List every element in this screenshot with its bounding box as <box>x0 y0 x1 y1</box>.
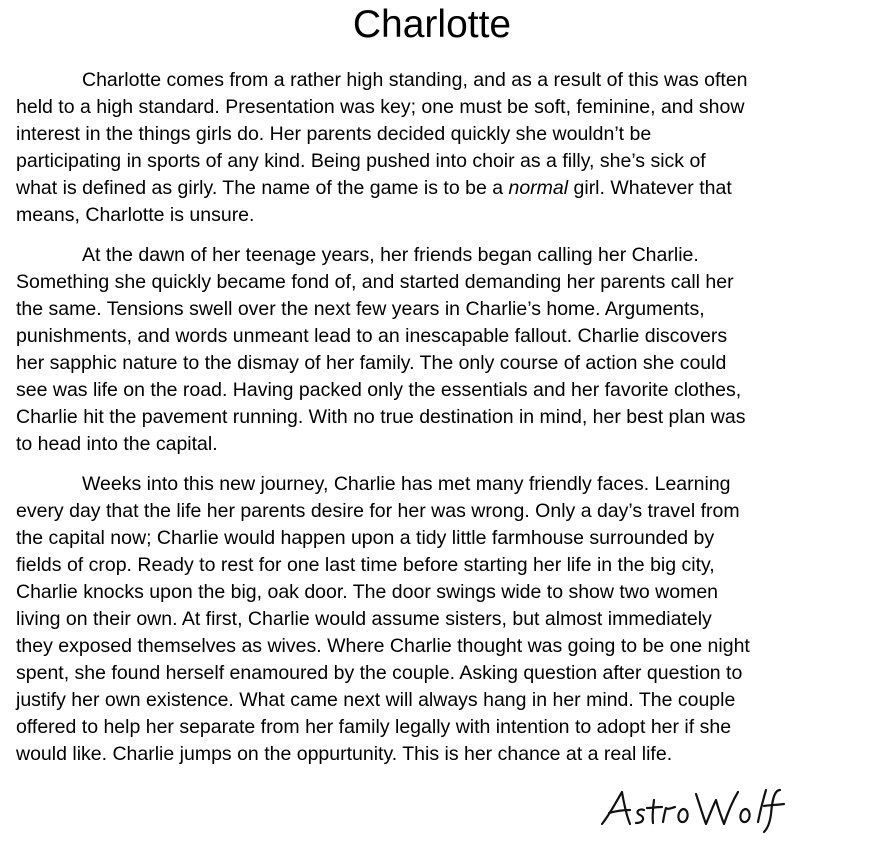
text-line: would like. Charlie jumps on the oppurtunity. This is her chance at a real life. <box>16 743 673 765</box>
paragraph-1 <box>16 67 856 229</box>
text-line: Weeks into this new journey, Charlie has met many friendly faces. Learning <box>82 473 731 495</box>
text-line: Charlie knocks upon the big, oak door. The door swings wide to show two women <box>16 581 719 603</box>
document-title: Charlotte <box>352 3 512 46</box>
text-line <box>16 175 856 202</box>
text-line: Charlie hit the pavement running. With no true destination in mind, her best plan was <box>16 406 746 428</box>
text-segment: girl. Whatever that <box>568 177 732 199</box>
text-line: At the dawn of her teenage years, her friends began calling her Charlie. <box>82 244 699 266</box>
text-line: they exposed themselves as wives. Where Charlie thought was going to be one night <box>16 635 750 657</box>
document-body <box>16 67 856 781</box>
text-line: justify her own existence. What came next will always hang in her mind. The couple <box>16 689 736 711</box>
text-line: the capital now; Charlie would happen upon a tidy little farmhouse surrounded by <box>16 527 715 549</box>
text-line: interest in the things girls do. Her parents decided quickly she wouldn’t be <box>16 123 652 145</box>
signature <box>600 786 840 834</box>
text-line: held to a high standard. Presentation was key; one must be soft, feminine, and show <box>16 96 745 118</box>
text-line: to head into the capital. <box>16 433 218 455</box>
text-line: participating in sports of any kind. Being pushed into choir as a filly, she’s sick of <box>16 150 706 172</box>
text-line: Charlotte comes from a rather high standing, and as a result of this was often <box>82 69 748 91</box>
text-line: means, Charlotte is unsure. <box>16 204 255 226</box>
text-line: spent, she found herself enamoured by the couple. Asking question after question to <box>16 662 743 684</box>
text-line: offered to help her separate from her family legally with intention to adopt her if she <box>16 716 732 738</box>
text-segment: what is defined as girly. The name of the game is to be a <box>16 177 509 199</box>
text-line: her sapphic nature to the dismay of her family. The only course of action she could <box>16 352 727 374</box>
text-line: fields of crop. Ready to rest for one last time before starting her life in the big city, <box>16 554 715 576</box>
text-line: the same. Tensions swell over the next few years in Charlie’s home. Arguments, <box>16 298 705 320</box>
text-line: Something she quickly became fond of, and started demanding her parents call her <box>16 271 734 293</box>
text-line: every day that the life her parents desire for her was wrong. Only a day’s travel from <box>16 500 740 522</box>
emphasis-text: normal <box>508 177 569 199</box>
paragraph-2 <box>16 242 856 458</box>
text-line: living on their own. At first, Charlie would assume sisters, but almost immediately <box>16 608 712 630</box>
text-line: punishments, and words unmeant lead to an inescapable fallout. Charlie discovers <box>16 325 728 347</box>
text-line: see was life on the road. Having packed only the essentials and her favorite clothes, <box>16 379 742 401</box>
paragraph-3 <box>16 471 856 768</box>
